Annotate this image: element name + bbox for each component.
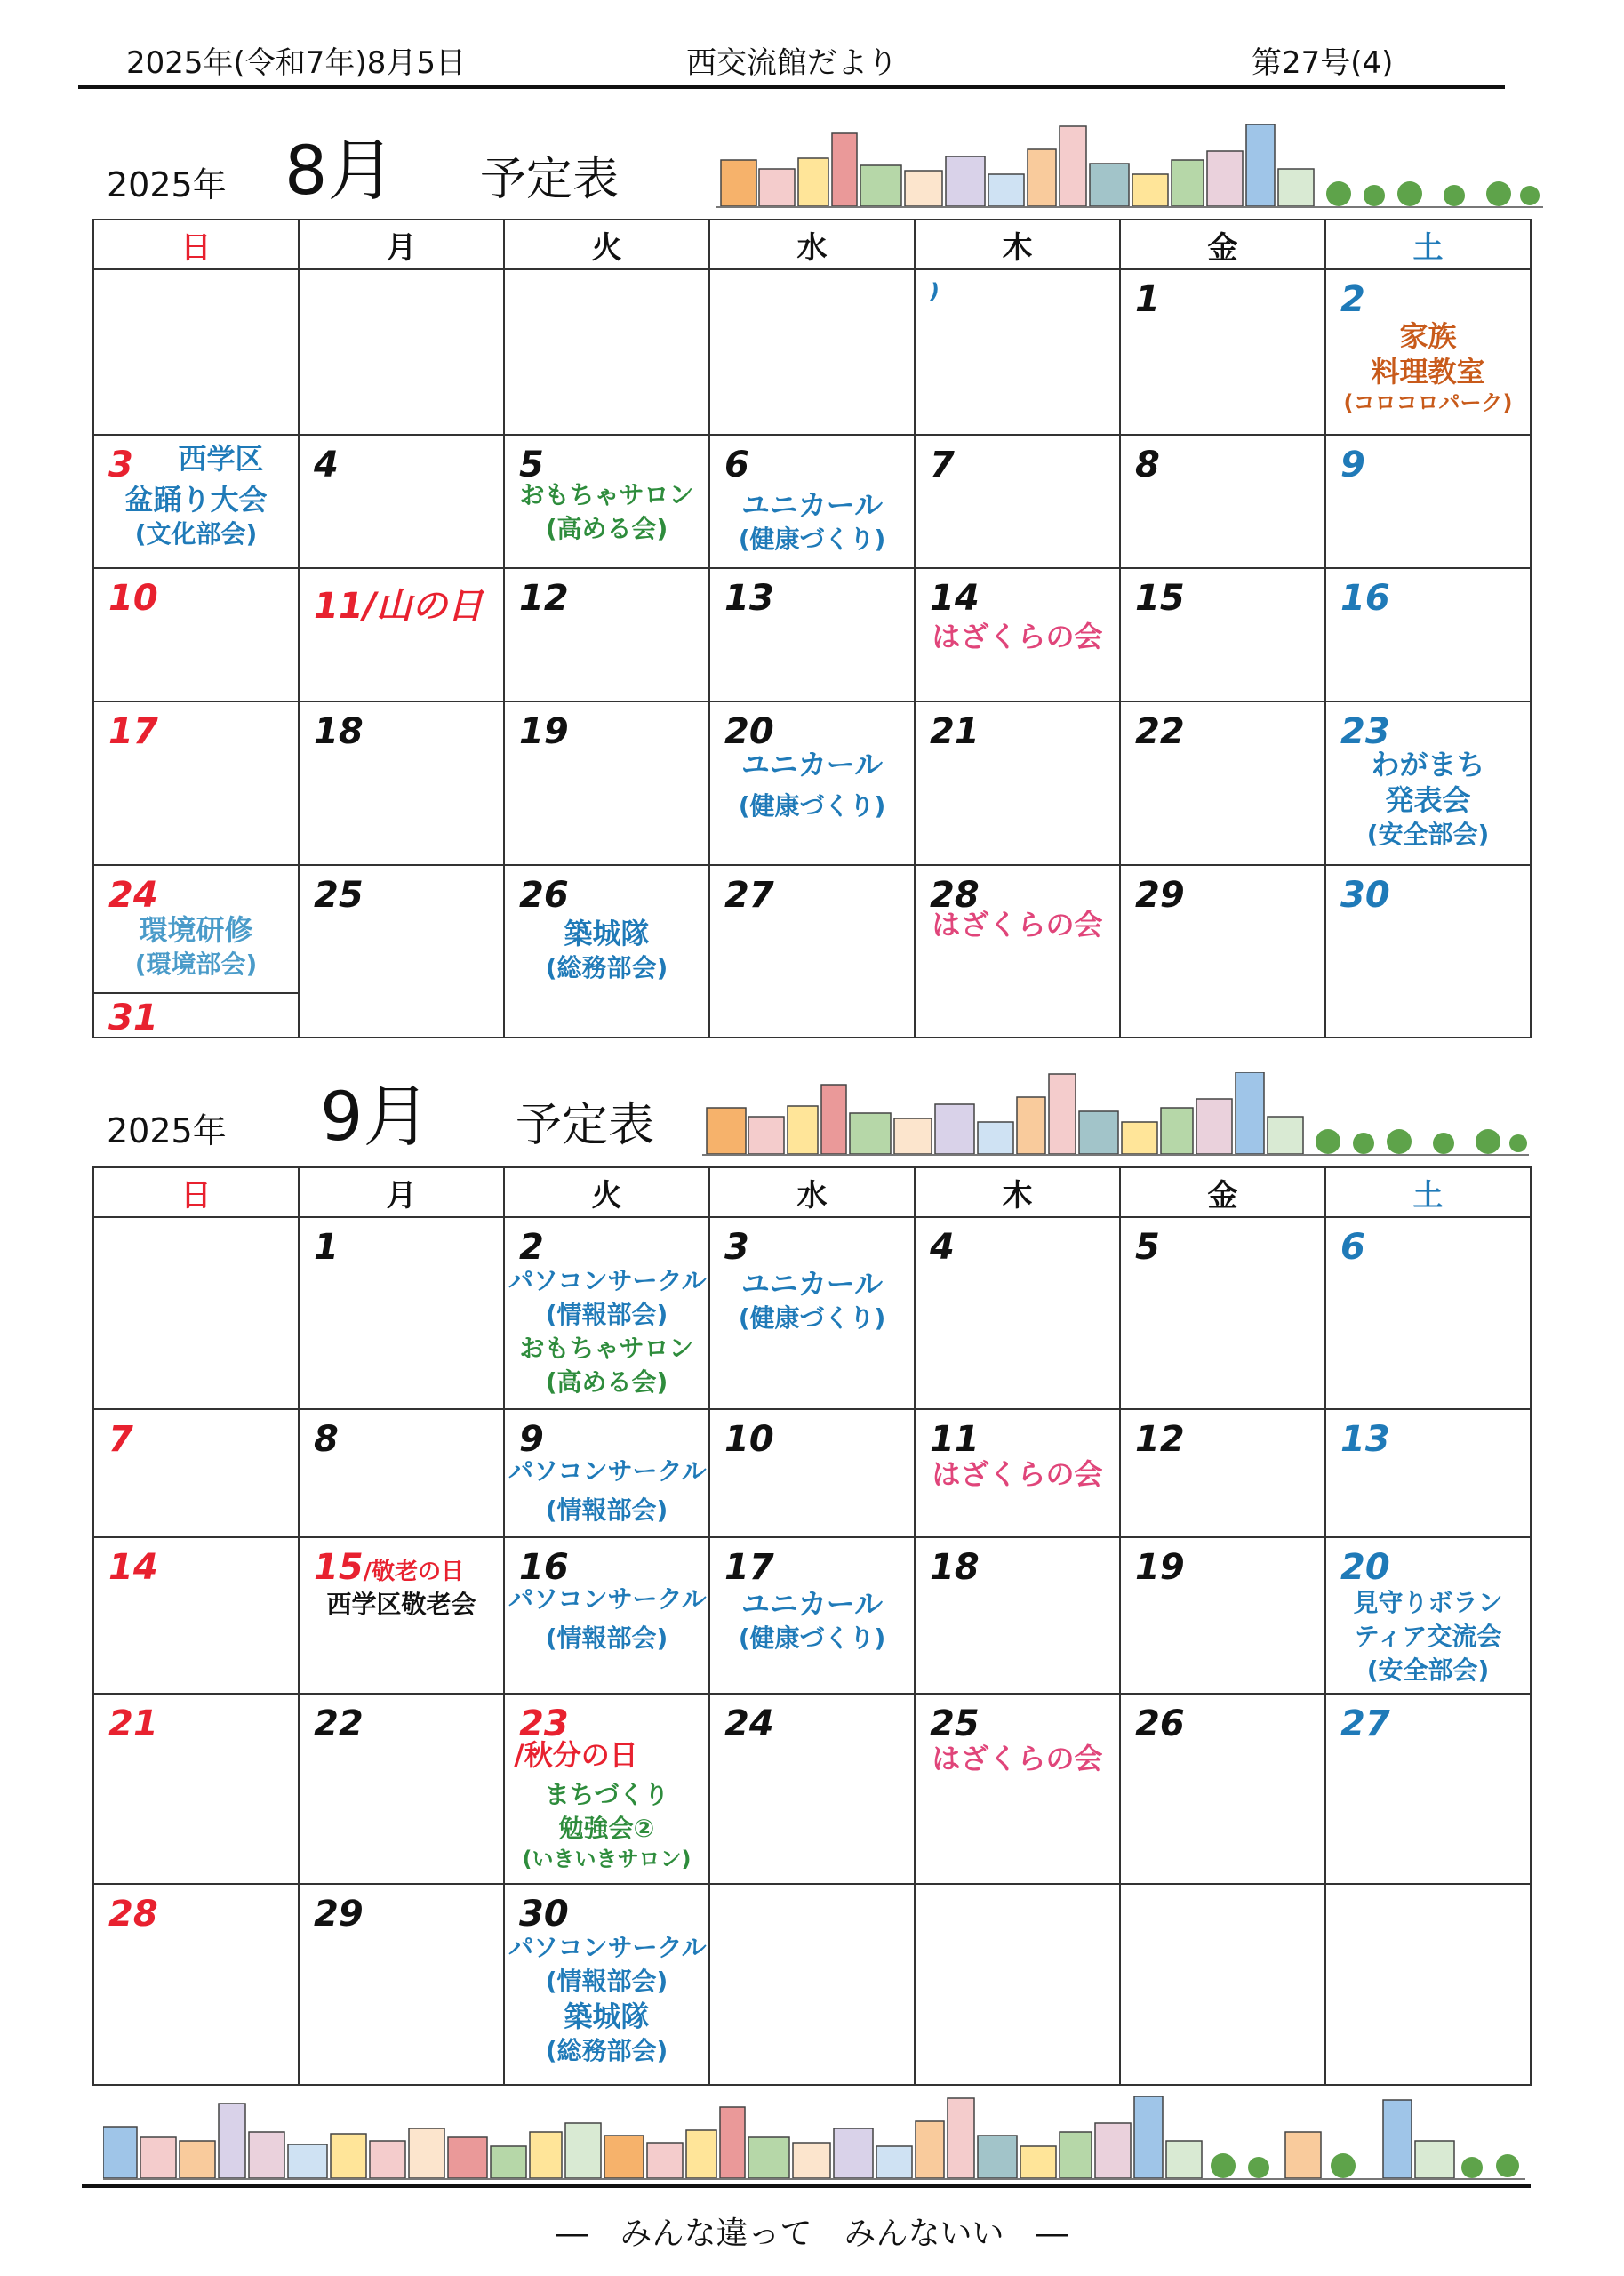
event-organizer: (高める会) [545,1367,668,1397]
day-number: 1 [314,1227,339,1268]
day-cell [504,1217,709,1409]
day-number: 15 [314,1547,364,1588]
day-cell [1325,701,1531,865]
day-number: 25 [314,875,364,916]
event [919,907,1116,942]
day-number: 23 [519,1703,569,1744]
day-number: 14 [930,578,980,619]
event [1330,318,1526,416]
day-number: 20 [724,711,774,752]
day-number: 29 [314,1894,364,1935]
day-cell [504,1694,709,1884]
event-title: はざくらの会 [932,1457,1103,1491]
day-cell [1325,1409,1531,1537]
day-number: 9 [1340,445,1365,485]
event-title: 見守りボラン [1353,1588,1503,1617]
day-number: 8 [1135,445,1160,485]
week-row [93,568,1531,701]
weekday-wed: 水 [709,1167,915,1217]
event [508,1455,705,1527]
day-cell [1325,435,1531,568]
day-number: 30 [1340,875,1390,916]
day-cell [709,1217,915,1409]
weekday-sun: 日 [93,220,299,269]
day-cell [709,1409,915,1537]
event-title: はざくらの会 [932,908,1103,942]
event-organizer: (情報部会) [545,1495,668,1525]
day-cell [1325,1884,1531,2085]
day-number: 4 [930,1227,955,1268]
day-cell [299,568,504,701]
weekday-wed: 水 [709,220,915,269]
event-title: パソコンサークル [508,1933,707,1962]
day-number: 24 [724,1703,774,1744]
event-title: 料理教室 [1371,355,1485,389]
day-cell [915,269,1120,435]
day-number: 11 [930,1419,980,1460]
event-organizer: (健康づくり) [738,525,886,554]
day-number: 21 [108,1703,158,1744]
day-cell [1325,865,1531,1038]
issue-number: 第27号(4) [1252,45,1394,81]
cityscape-illustration-august [716,124,1543,210]
event-title: わがまち [1371,748,1485,781]
day-cell [299,1409,504,1537]
newsletter-title: 西交流館だより [686,45,898,81]
day-cell [299,1694,504,1884]
day-number: 25 [930,1703,980,1744]
day-cell [93,1409,299,1537]
day-cell [504,865,709,1038]
day-cell [1120,435,1325,568]
day-number: 6 [724,445,749,485]
day-cell [93,1537,299,1694]
weekday-header-row [93,220,1531,269]
august-label: 予定表 [480,153,620,206]
day-cell [299,1884,504,2085]
event [508,1931,705,2068]
day-cell [1325,1537,1531,1694]
day-number: 6 [1340,1227,1365,1268]
day-cell [1325,269,1531,435]
event-title: 家族 [1399,319,1457,353]
day-number: 13 [1340,1419,1390,1460]
day-cell [504,1884,709,2085]
week-row [93,1409,1531,1537]
day-number: 15 [1135,578,1185,619]
holiday-name: /秋分の日 [514,1738,638,1772]
weekday-fri: 金 [1120,1167,1325,1217]
day-number-holiday: 11/山の日 [314,586,484,627]
day-number-holiday [314,1547,464,1588]
day-cell [299,1217,504,1409]
day-cell [93,1217,299,1409]
day-number: 28 [108,1894,158,1935]
event-organizer: (文化部会) [134,519,258,549]
day-number: 17 [724,1547,774,1588]
day-cell [709,1884,915,2085]
event-title: 発表会 [1385,783,1471,817]
newsletter-header [78,44,1505,89]
day-number: 28 [930,875,980,916]
day-number: 14 [108,1547,158,1588]
day-number: 27 [724,875,774,916]
day-number: 27 [1340,1703,1390,1744]
day-cell [1325,1694,1531,1884]
day-cell [504,269,709,435]
event [1330,747,1526,852]
weekday-sat: 土 [1325,1167,1531,1217]
weekday-sat: 土 [1325,220,1531,269]
day-cell [1120,1409,1325,1537]
day-number: 13 [724,578,774,619]
september-month: 9月 [320,1077,431,1156]
event-organizer: (健康づくり) [738,791,886,821]
event-title: 盆踊り大会 [124,483,268,517]
weekday-thu: 木 [915,220,1120,269]
event [148,441,294,477]
day-cell [1120,269,1325,435]
day-number: 3 [108,445,133,485]
event-organizer: (情報部会) [545,1623,668,1653]
week-row [93,1537,1531,1694]
day-cell [915,1537,1120,1694]
day-number: 31 [108,998,158,1038]
day-cell [915,1409,1120,1537]
weekday-mon: 月 [299,220,504,269]
weekday-header-row [93,1167,1531,1217]
weekday-mon: 月 [299,1167,504,1217]
day-cell [1120,1217,1325,1409]
day-number: 22 [1135,711,1185,752]
event [303,1588,500,1622]
event-title: 環境研修 [139,913,253,947]
event-title: ユニカール [740,1267,884,1301]
event-organizer: (安全部会) [1366,820,1490,849]
event-organizer: (情報部会) [545,1300,668,1329]
weekday-tue: 火 [504,1167,709,1217]
day-number: 10 [724,1419,774,1460]
day-cell [1120,1694,1325,1884]
footer-motto: ― みんな違って みんないい ― [556,2216,1068,2252]
event [919,1741,1116,1776]
day-number: 12 [1135,1419,1185,1460]
day-cell [1325,568,1531,701]
day-cell [709,1694,915,1884]
event [508,916,705,985]
day-cell [299,435,504,568]
day-number: 18 [314,711,364,752]
day-cell [299,269,504,435]
week-row [93,701,1531,865]
day-number: 16 [1340,578,1390,619]
day-mark: ) [930,279,940,304]
event [919,1456,1116,1492]
day-number: 7 [108,1419,133,1460]
day-cell [504,1537,709,1694]
day-cell [709,865,915,1038]
day-cell [709,701,915,865]
week-row [93,435,1531,568]
event-organizer: (環境部会) [134,950,258,979]
issue-date: 2025年(令和7年)8月5日 [126,45,466,81]
week-row [93,1694,1531,1884]
day-cell [1120,1884,1325,2085]
footer-divider [82,2184,1531,2188]
august-month: 8月 [284,131,396,210]
day-cell [504,1409,709,1537]
week-row [93,1217,1531,1409]
september-calendar [92,1166,1532,2086]
event-title: パソコンサークル [508,1456,707,1486]
event [508,478,705,546]
cityscape-illustration-september [702,1072,1529,1158]
day-number: 29 [1135,875,1185,916]
day-cell [93,435,299,568]
event-title: まちづくり [544,1780,669,1809]
day-cell [93,1694,299,1884]
week-row [93,269,1531,435]
day-cell [1120,865,1325,1038]
day-number: 20 [1340,1547,1390,1588]
day-cell [1325,1217,1531,1409]
event-title: 勉強会② [558,1814,655,1843]
day-number: 23 [1340,711,1390,752]
event-title: 西学区敬老会 [326,1590,476,1619]
day-cell [709,1537,915,1694]
day-number: 19 [519,711,569,752]
event-title: パソコンサークル [508,1584,707,1614]
day-number: 21 [930,711,980,752]
event-organizer: (情報部会) [545,1967,668,1996]
week-row [93,1884,1531,2085]
day-number: 18 [930,1547,980,1588]
day-number: 30 [519,1894,569,1935]
day-cell [299,1537,504,1694]
event [714,747,910,823]
event [714,1266,910,1335]
day-cell [504,701,709,865]
event-title: はざくらの会 [932,620,1103,653]
cityscape-illustration-footer [103,2096,1525,2182]
event [508,1583,705,1655]
event [98,912,294,982]
day-cell [93,701,299,865]
day-cell [299,701,504,865]
event-title: おもちゃサロン [519,1334,694,1363]
event-organizer: (総務部会) [545,2036,668,2065]
day-cell [504,568,709,701]
event-title: 築城隊 [564,917,650,950]
day-cell [915,435,1120,568]
event-title: ユニカール [740,1587,884,1621]
day-number: 5 [1135,1227,1160,1268]
event-title: おもちゃサロン [519,480,694,509]
day-cell [299,865,504,1038]
event-organizer: (安全部会) [1366,1655,1490,1685]
event-title: 築城隊 [564,2000,650,2033]
day-cell [504,435,709,568]
day-cell [1120,1537,1325,1694]
weekday-sun: 日 [93,1167,299,1217]
holiday [514,1737,705,1773]
day-number: 22 [314,1703,364,1744]
day-number: 12 [519,578,569,619]
day-number: 24 [108,875,158,916]
event-organizer: (いきいきサロン) [522,1847,692,1871]
day-cell [915,568,1120,701]
weekday-fri: 金 [1120,220,1325,269]
event-title: 西学区 [178,442,264,476]
event [98,482,294,551]
day-number: 4 [314,445,339,485]
day-number: 8 [314,1419,339,1460]
event-organizer: (健康づくり) [738,1303,886,1333]
day-number: 10 [108,578,158,619]
day-number: 19 [1135,1547,1185,1588]
split-divider [94,992,298,994]
day-cell [93,568,299,701]
day-cell [93,1884,299,2085]
september-year: 2025年 [107,1111,227,1150]
event-title: ユニカール [740,488,884,522]
day-cell [709,269,915,435]
day-number: 5 [519,445,544,485]
day-cell [709,435,915,568]
week-row [93,865,1531,1038]
day-number: 17 [108,711,158,752]
event [508,1778,705,1872]
day-number: 2 [1340,279,1365,320]
weekday-thu: 木 [915,1167,1120,1217]
day-cell [915,1884,1120,2085]
event-title: ティア交流会 [1354,1622,1502,1651]
event-title: ユニカール [740,748,884,781]
event [714,487,910,557]
day-cell [915,701,1120,865]
day-number: 3 [724,1227,749,1268]
day-cell [93,865,299,1038]
day-number: 16 [519,1547,569,1588]
day-cell [1120,701,1325,865]
event-title: はざくらの会 [932,1742,1103,1775]
event-organizer: (高める会) [545,514,668,543]
day-cell [915,1694,1120,1884]
day-number: 26 [519,875,569,916]
event-title: パソコンサークル [508,1266,707,1295]
september-label: 予定表 [516,1099,655,1152]
day-number: 9 [519,1419,544,1460]
event [508,1264,705,1399]
day-number: 1 [1135,279,1160,320]
event [919,619,1116,654]
weekday-tue: 火 [504,220,709,269]
day-number: 26 [1135,1703,1185,1744]
day-cell [93,269,299,435]
event [1330,1586,1526,1687]
event-organizer: (コロコロパーク) [1343,390,1513,415]
day-cell [1120,568,1325,701]
august-year: 2025年 [107,165,227,204]
event-organizer: (健康づくり) [738,1623,886,1653]
day-cell [915,1217,1120,1409]
day-number: 7 [930,445,955,485]
day-cell [709,568,915,701]
event-organizer: (総務部会) [545,953,668,982]
august-calendar [92,219,1532,1038]
day-cell [915,865,1120,1038]
event [714,1586,910,1655]
holiday-name: /敬老の日 [363,1559,465,1585]
day-number: 2 [519,1227,544,1268]
